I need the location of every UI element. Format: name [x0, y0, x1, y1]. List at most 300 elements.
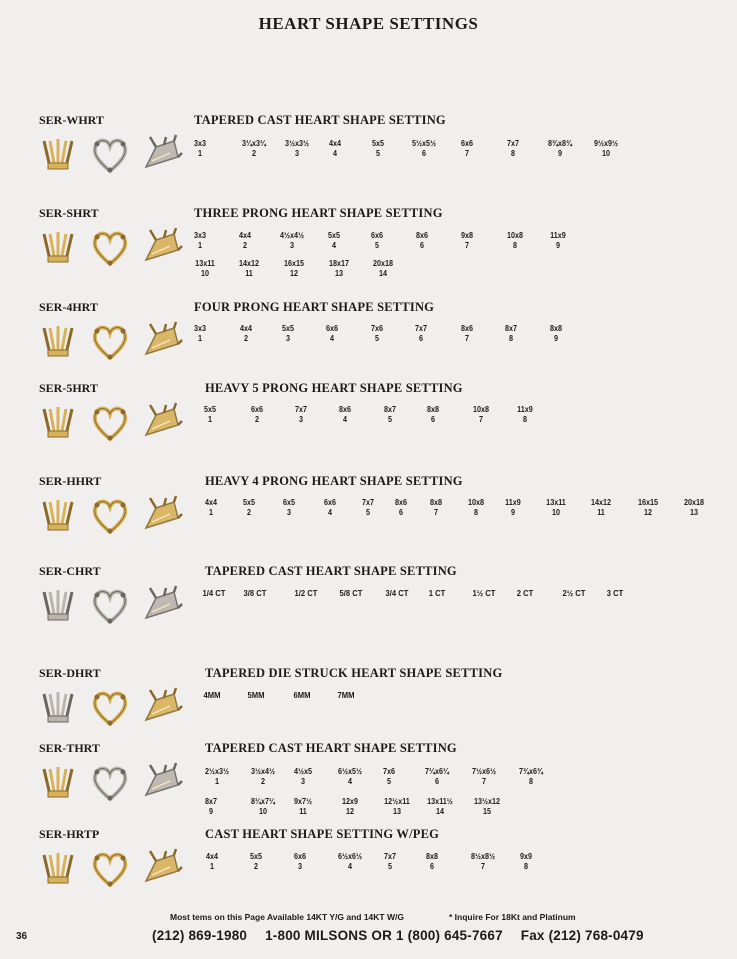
size-option: [410, 852, 455, 871]
setting-top-view-image: [88, 320, 132, 369]
setting-heading: THREE PRONG HEART SHAPE SETTING: [194, 206, 443, 220]
size-dimension: 8½x8½: [470, 852, 496, 861]
size-dimension: 3/8 CT: [243, 588, 267, 598]
setting-heading: HEAVY 4 PRONG HEART SHAPE SETTING: [205, 474, 463, 488]
size-dimension: 7MM: [337, 690, 355, 700]
size-dimension: 6x6: [460, 139, 474, 148]
product-code: SER-5HRT: [39, 381, 98, 395]
size-number: 7: [478, 414, 483, 424]
size-dimension: 7¾x6¾: [518, 767, 544, 776]
size-number: 2: [251, 148, 256, 158]
size-option: [266, 324, 311, 343]
size-dimension: 13x11½: [427, 797, 453, 806]
size-dimension: 8x6: [394, 498, 408, 507]
setting-side-view-image: [36, 584, 80, 633]
size-option: [415, 589, 460, 599]
size-number: 7: [481, 776, 486, 786]
product-code: SER-HRTP: [39, 827, 100, 841]
size-dimension: 3¼x3¼: [241, 139, 267, 148]
size-number: 14: [435, 806, 445, 816]
size-dimension: 12x9: [341, 797, 359, 806]
size-number: 4: [347, 776, 352, 786]
size-number: 5: [374, 333, 379, 343]
size-option: [355, 231, 400, 250]
size-dimension: 16x15: [637, 498, 659, 507]
size-number: 7: [464, 333, 469, 343]
setting-heading: HEAVY 5 PRONG HEART SHAPE SETTING: [205, 381, 463, 395]
size-number: 9: [208, 806, 213, 816]
size-option: [227, 259, 272, 278]
product-code: SER-CHRT: [39, 564, 101, 578]
size-dimension: 4½x5: [293, 767, 313, 776]
size-dimension: 6½x6½: [337, 852, 363, 861]
size-option: [418, 797, 463, 816]
size-dimension: 2 CT: [516, 588, 534, 598]
setting-angle-view-image: [140, 494, 184, 543]
size-dimension: 9½x9½: [593, 139, 619, 148]
size-option: [178, 231, 223, 250]
size-option: [224, 324, 269, 343]
size-option: [367, 767, 412, 786]
size-option: [593, 589, 638, 599]
size-dimension: 3x3: [193, 139, 207, 148]
size-number: 4: [342, 414, 347, 424]
size-option: [626, 498, 671, 517]
size-dimension: 7x7: [414, 324, 428, 333]
size-number: 4: [347, 861, 352, 871]
contact-line: [152, 928, 658, 943]
size-dimension: 11x9: [550, 231, 566, 240]
size-option: [183, 259, 228, 278]
size-dimension: 8x6: [415, 231, 429, 240]
setting-heading: CAST HEART SHAPE SETTING W/PEG: [205, 827, 440, 841]
setting-angle-view-image: [140, 686, 184, 735]
size-option: [536, 231, 581, 250]
size-number: 8: [473, 507, 478, 517]
size-number: 6: [429, 861, 434, 871]
size-number: 6: [398, 507, 403, 517]
size-number: 5: [386, 776, 391, 786]
size-number: 3: [294, 148, 299, 158]
size-number: 2: [254, 414, 259, 424]
size-number: 10: [200, 268, 210, 278]
size-dimension: 5x5: [249, 852, 263, 861]
setting-side-view-image: [36, 226, 80, 275]
size-dimension: 8x7: [383, 405, 397, 414]
size-option: [227, 498, 272, 517]
size-option: [375, 797, 420, 816]
size-option: [278, 852, 323, 871]
size-option: [241, 767, 286, 786]
size-number: 1: [197, 240, 202, 250]
size-number: 15: [482, 806, 492, 816]
size-option: [361, 259, 406, 278]
size-dimension: 7x7: [294, 405, 308, 414]
size-dimension: 9x7½: [293, 797, 313, 806]
size-number: 4: [331, 240, 336, 250]
size-number: 1: [208, 507, 213, 517]
size-option: [461, 852, 506, 871]
size-option: [233, 589, 278, 599]
size-dimension: 5½x5½: [411, 139, 437, 148]
size-dimension: 3x3: [193, 231, 207, 240]
size-number: 4: [332, 148, 337, 158]
size-option: [414, 498, 459, 517]
size-option: [503, 589, 548, 599]
size-number: 5: [375, 148, 380, 158]
size-option: [270, 231, 315, 250]
size-number: 3: [297, 861, 302, 871]
size-number: 2: [242, 240, 247, 250]
size-number: 7: [480, 861, 485, 871]
size-option: [445, 324, 490, 343]
size-number: 9: [553, 333, 558, 343]
size-dimension: 9x8: [460, 231, 474, 240]
size-dimension: 6x6: [293, 852, 307, 861]
size-option: [267, 498, 312, 517]
size-option: [281, 767, 326, 786]
size-option: [310, 324, 355, 343]
size-dimension: 1½ CT: [472, 588, 496, 598]
size-dimension: 16x15: [283, 259, 305, 268]
size-number: 6: [418, 333, 423, 343]
size-number: 10: [258, 806, 268, 816]
size-dimension: 3½x4½: [250, 767, 276, 776]
size-number: 2: [246, 507, 251, 517]
size-dimension: 3 CT: [606, 588, 624, 598]
setting-side-view-image: [36, 494, 80, 543]
setting-angle-view-image: [140, 847, 184, 896]
size-option: [411, 405, 456, 424]
size-number: 2: [253, 861, 258, 871]
size-dimension: 11x9: [517, 405, 533, 414]
size-number: 4: [327, 507, 332, 517]
setting-top-view-image: [88, 584, 132, 633]
phone-number: (212) 869-1980: [152, 928, 248, 943]
size-dimension: 6MM: [293, 690, 311, 700]
setting-top-view-image: [88, 226, 132, 275]
size-number: 3: [289, 240, 294, 250]
size-option: [368, 852, 413, 871]
size-option: [355, 324, 400, 343]
size-number: 11: [299, 806, 307, 816]
size-dimension: 7x7: [506, 139, 520, 148]
size-dimension: 3½x3½: [284, 139, 310, 148]
size-number: 6: [419, 240, 424, 250]
size-dimension: 4½x4½: [279, 231, 305, 240]
size-number: 1: [207, 414, 212, 424]
size-number: 7: [464, 240, 469, 250]
size-number: 9: [555, 240, 560, 250]
size-option: [462, 589, 507, 599]
size-option: [465, 797, 510, 816]
size-option: [459, 405, 504, 424]
size-dimension: 10x8: [472, 405, 490, 414]
setting-heading: TAPERED CAST HEART SHAPE SETTING: [205, 564, 457, 578]
size-option: [234, 691, 279, 701]
toll-free-number: 1-800 MILSONS OR 1 (800) 645-7667: [265, 928, 503, 943]
size-dimension: 1/2 CT: [294, 588, 318, 598]
size-number: 8: [510, 148, 515, 158]
size-dimension: 6x6: [325, 324, 339, 333]
size-option: [584, 139, 629, 158]
size-dimension: 6x6: [250, 405, 264, 414]
size-number: 3: [300, 776, 305, 786]
size-number: 11: [245, 268, 253, 278]
size-number: 5: [387, 861, 392, 871]
setting-side-view-image: [36, 761, 80, 810]
size-number: 11: [597, 507, 605, 517]
product-code: SER-4HRT: [39, 300, 98, 314]
size-dimension: 2½x3½: [204, 767, 230, 776]
size-dimension: 9x9: [519, 852, 533, 861]
size-number: 8: [528, 776, 533, 786]
size-number: 6: [430, 414, 435, 424]
size-dimension: 1/4 CT: [202, 588, 226, 598]
size-option: [329, 589, 374, 599]
size-dimension: 7x7: [383, 852, 397, 861]
size-option: [235, 405, 280, 424]
size-number: 1: [209, 861, 214, 871]
size-dimension: 7x6: [382, 767, 396, 776]
size-option: [178, 324, 223, 343]
size-option: [445, 139, 490, 158]
size-option: [190, 852, 235, 871]
size-dimension: 3/4 CT: [385, 588, 409, 598]
size-option: [445, 231, 490, 250]
size-option: [552, 589, 597, 599]
size-number: 3: [285, 333, 290, 343]
size-number: 9: [557, 148, 562, 158]
size-dimension: 20x18: [683, 498, 705, 507]
size-dimension: 7¼x6¼: [424, 767, 450, 776]
size-dimension: 4MM: [203, 690, 221, 700]
setting-side-view-image: [36, 133, 80, 182]
product-code: SER-WHRT: [39, 113, 104, 127]
size-dimension: 8¼x7¼: [250, 797, 276, 806]
size-dimension: 5x5: [203, 405, 217, 414]
size-option: [234, 852, 279, 871]
size-option: [223, 231, 268, 250]
size-dimension: 10x8: [506, 231, 524, 240]
size-option: [672, 498, 717, 517]
size-option: [328, 852, 373, 871]
size-option: [232, 139, 277, 158]
size-dimension: 7x7: [361, 498, 375, 507]
size-number: 4: [329, 333, 334, 343]
size-option: [415, 767, 460, 786]
size-number: 8: [523, 861, 528, 871]
size-number: 12: [643, 507, 653, 517]
size-option: [323, 405, 368, 424]
size-number: 12: [289, 268, 299, 278]
size-option: [279, 405, 324, 424]
size-option: [399, 324, 444, 343]
product-code: SER-SHRT: [39, 206, 99, 220]
size-dimension: 8x7: [504, 324, 518, 333]
size-dimension: 8¾x8¾: [547, 139, 573, 148]
page-number: 36: [16, 931, 28, 942]
size-option: [188, 405, 233, 424]
size-number: 2: [260, 776, 265, 786]
size-dimension: 5x5: [371, 139, 385, 148]
size-dimension: 7½x6½: [471, 767, 497, 776]
size-number: 10: [551, 507, 561, 517]
size-dimension: 8x8: [425, 852, 439, 861]
setting-side-view-image: [36, 847, 80, 896]
size-option: [195, 767, 240, 786]
size-number: 3: [298, 414, 303, 424]
setting-side-view-image: [36, 401, 80, 450]
size-option: [400, 231, 445, 250]
setting-angle-view-image: [140, 584, 184, 633]
size-number: 13: [392, 806, 402, 816]
setting-top-view-image: [88, 401, 132, 450]
size-number: 10: [601, 148, 611, 158]
setting-angle-view-image: [140, 401, 184, 450]
size-dimension: 7x6: [370, 324, 384, 333]
size-dimension: 3x3: [193, 324, 207, 333]
size-option: [375, 589, 420, 599]
setting-heading: TAPERED CAST HEART SHAPE SETTING: [205, 741, 457, 755]
size-option: [324, 691, 369, 701]
size-option: [280, 691, 325, 701]
size-option: [312, 231, 357, 250]
setting-top-view-image: [88, 133, 132, 182]
size-dimension: 12½x11: [384, 797, 410, 806]
size-option: [328, 797, 373, 816]
size-number: 5: [387, 414, 392, 424]
size-number: 9: [510, 507, 515, 517]
product-code: SER-DHRT: [39, 666, 101, 680]
inquire-note: * Inquire For 18Kt and Platinum: [449, 912, 576, 922]
size-option: [462, 767, 507, 786]
setting-heading: FOUR PRONG HEART SHAPE SETTING: [194, 300, 435, 314]
size-dimension: 8x8: [549, 324, 563, 333]
size-option: [491, 498, 536, 517]
size-dimension: 6x5: [282, 498, 296, 507]
size-option: [579, 498, 624, 517]
size-option: [493, 231, 538, 250]
size-option: [509, 767, 554, 786]
size-dimension: 13x11: [546, 498, 566, 507]
size-number: 7: [433, 507, 438, 517]
size-option: [190, 691, 235, 701]
size-dimension: 1 CT: [428, 588, 446, 598]
size-option: [241, 797, 286, 816]
size-dimension: 2½ CT: [562, 588, 586, 598]
size-number: 13: [334, 268, 344, 278]
size-dimension: 5x5: [242, 498, 256, 507]
size-dimension: 13½x12: [473, 797, 501, 806]
setting-top-view-image: [88, 761, 132, 810]
size-option: [538, 139, 583, 158]
size-number: 1: [197, 333, 202, 343]
setting-top-view-image: [88, 847, 132, 896]
size-option: [313, 139, 358, 158]
size-number: 1: [214, 776, 219, 786]
size-dimension: 20x18: [372, 259, 394, 268]
product-code: SER-THRT: [39, 741, 100, 755]
setting-top-view-image: [88, 494, 132, 543]
size-dimension: 5x5: [281, 324, 295, 333]
setting-angle-view-image: [140, 761, 184, 810]
size-option: [402, 139, 447, 158]
size-dimension: 4x4: [238, 231, 252, 240]
size-option: [491, 139, 536, 158]
size-dimension: 8x6: [338, 405, 352, 414]
size-dimension: 4x4: [328, 139, 342, 148]
size-dimension: 18x17: [328, 259, 350, 268]
size-dimension: 4x4: [204, 498, 218, 507]
size-option: [534, 324, 579, 343]
size-option: [356, 139, 401, 158]
size-option: [489, 324, 534, 343]
size-dimension: 6x6: [370, 231, 384, 240]
size-dimension: 5MM: [247, 690, 265, 700]
size-dimension: 5x5: [327, 231, 341, 240]
size-option: [178, 139, 223, 158]
size-number: 5: [374, 240, 379, 250]
size-number: 14: [378, 268, 388, 278]
size-dimension: 8x8: [429, 498, 443, 507]
setting-side-view-image: [36, 686, 80, 735]
size-option: [189, 797, 234, 816]
size-option: [192, 589, 237, 599]
size-option: [368, 405, 413, 424]
size-number: 8: [522, 414, 527, 424]
size-dimension: 8x7: [204, 797, 218, 806]
size-number: 6: [434, 776, 439, 786]
size-dimension: 11x9: [505, 498, 521, 507]
size-dimension: 6x6: [323, 498, 337, 507]
size-number: 6: [421, 148, 426, 158]
size-number: 1: [197, 148, 202, 158]
size-option: [534, 498, 579, 517]
size-dimension: 4x4: [239, 324, 253, 333]
size-option: [284, 589, 329, 599]
page-title: HEART SHAPE SETTINGS: [258, 14, 479, 33]
size-dimension: 13x11: [195, 259, 215, 268]
size-dimension: 6½x5½: [337, 767, 363, 776]
size-dimension: 10x8: [467, 498, 485, 507]
size-dimension: 14x12: [238, 259, 260, 268]
size-option: [272, 259, 317, 278]
setting-top-view-image: [88, 686, 132, 735]
size-number: 3: [286, 507, 291, 517]
size-number: 13: [689, 507, 699, 517]
availability-note: Most tems on this Page Available 14KT Y/G and 14KT W/G: [170, 912, 404, 922]
setting-heading: TAPERED DIE STRUCK HEART SHAPE SETTING: [205, 666, 503, 680]
size-dimension: 5/8 CT: [339, 588, 363, 598]
size-option: [281, 797, 326, 816]
size-dimension: 8x8: [426, 405, 440, 414]
size-dimension: 4x4: [205, 852, 219, 861]
fax-number: Fax (212) 768-0479: [520, 928, 644, 943]
size-number: 5: [365, 507, 370, 517]
size-option: [504, 852, 549, 871]
size-number: 7: [464, 148, 469, 158]
size-number: 8: [512, 240, 517, 250]
size-number: 8: [508, 333, 513, 343]
size-number: 12: [345, 806, 355, 816]
size-option: [317, 259, 362, 278]
size-dimension: 14x12: [590, 498, 612, 507]
setting-heading: TAPERED CAST HEART SHAPE SETTING: [194, 113, 446, 127]
setting-side-view-image: [36, 320, 80, 369]
size-dimension: 8x6: [460, 324, 474, 333]
size-number: 2: [243, 333, 248, 343]
